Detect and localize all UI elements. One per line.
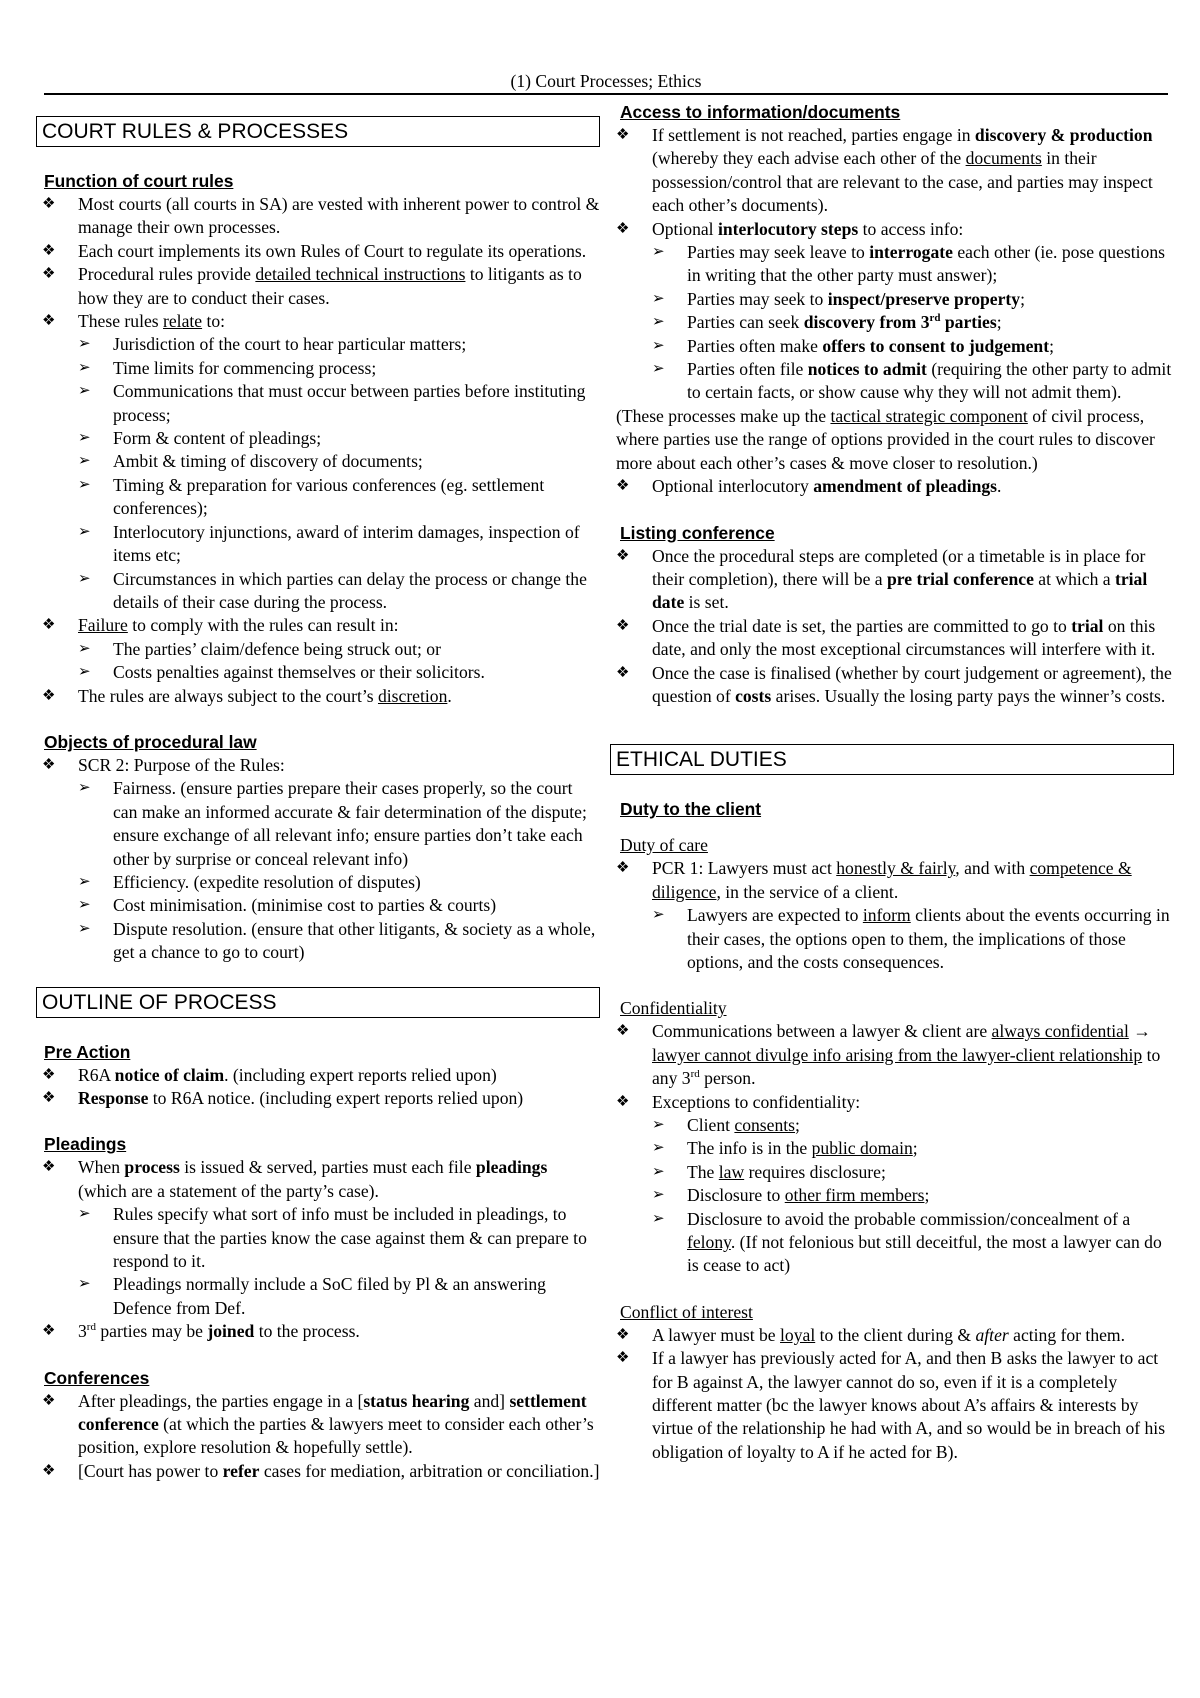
diamond-bullet-icon: ❖	[42, 242, 56, 259]
diamond-bullet-icon: ❖	[42, 756, 56, 773]
pre-action-list	[36, 1064, 600, 1111]
arrow-bullet-icon: ➢	[78, 523, 91, 540]
diamond-bullet-icon: ❖	[616, 1326, 630, 1343]
list-item: ❖ Procedural rules provide detailed technical instructions to litigants as to how they are to conduct their cases.	[42, 264, 582, 308]
confidentiality-list	[610, 1020, 1174, 1277]
list-item: ❖ Once the procedural steps are completed (or a timetable is in place for their completion), there will be a pre trial conference at which a trial date is set.	[616, 545, 1148, 613]
sublist-item: ➢ Parties often make offers to consent to judgement;	[652, 335, 1174, 358]
arrow-bullet-icon: ➢	[78, 897, 91, 914]
arrow-bullet-icon: ➢	[652, 1140, 665, 1157]
list-item: ❖ The rules are always subject to the court’s discretion.	[36, 685, 600, 708]
arrow-bullet-icon: ➢	[78, 873, 91, 890]
subheading-conflict-of-interest: Conflict of interest	[620, 1301, 753, 1322]
sublist-item: ➢ Circumstances in which parties can delay the process or change the details of their case during the process.	[78, 568, 587, 612]
heading-conferences: Conferences	[44, 1367, 150, 1388]
arrow-bullet-icon: ➢	[78, 1276, 91, 1293]
right-column	[610, 100, 1174, 1464]
left-column	[36, 100, 600, 1483]
sublist-item: ➢ Parties may seek leave to interrogate each other (ie. pose questions in writing that the other party must answer);	[652, 242, 1165, 286]
sublist-item: ➢ Parties often file notices to admit (requiring the other party to admit to certain facts, or show cause why they will not admit them).	[652, 359, 1172, 403]
diamond-bullet-icon: ❖	[42, 1159, 56, 1176]
diamond-bullet-icon: ❖	[42, 1392, 56, 1409]
failure-sublist	[78, 638, 600, 685]
sublist-item: ➢ Parties can seek discovery from 3rd parties;	[652, 311, 1174, 334]
arrow-bullet-icon: ➢	[652, 907, 665, 924]
sublist-item: ➢ Communications that must occur between parties before instituting process;	[78, 381, 586, 425]
section-banner-outline-of-process: OUTLINE OF PROCESS	[36, 987, 600, 1018]
diamond-bullet-icon: ❖	[42, 1462, 56, 1479]
arrow-bullet-icon: ➢	[652, 337, 665, 354]
conflict-of-interest-list	[610, 1324, 1174, 1464]
sublist-item: ➢ Timing & preparation for various conferences (eg. settlement conferences);	[78, 474, 545, 519]
arrow-bullet-icon: ➢	[78, 780, 91, 797]
sublist-item: ➢ Efficiency. (expedite resolution of disputes)	[78, 871, 600, 894]
sublist-item: ➢ The parties’ claim/defence being struck out; or	[78, 638, 600, 661]
arrow-bullet-icon: ➢	[652, 1210, 665, 1227]
list-item: ❖ Most courts (all courts in SA) are vested with inherent power to control & manage their own processes.	[42, 194, 600, 238]
sublist-item: ➢ Dispute resolution. (ensure that other litigants, & society as a whole, get a chance to go to court)	[78, 918, 596, 963]
arrow-bullet-icon: ➢	[78, 640, 91, 657]
diamond-bullet-icon: ❖	[42, 687, 56, 704]
duty-of-care-list	[610, 857, 1174, 974]
arrow-bullet-icon: ➢	[652, 361, 665, 378]
duty-of-care-sublist	[652, 904, 1174, 974]
right-arrow-icon: →	[1128, 1021, 1151, 1042]
list-item: ❖ [Court has power to refer cases for mediation, arbitration or conciliation.]	[36, 1460, 600, 1483]
heading-duty-to-the-client: Duty to the client	[620, 799, 762, 820]
diamond-bullet-icon: ❖	[42, 1090, 56, 1106]
diamond-bullet-icon: ❖	[42, 196, 56, 212]
diamond-bullet-icon: ❖	[616, 220, 630, 237]
objects-list	[36, 754, 600, 965]
sublist-item: ➢ The info is in the public domain;	[652, 1137, 1174, 1160]
sublist-item: ➢ Parties may seek to inspect/preserve property;	[652, 288, 1174, 311]
list-item: ❖ If a lawyer has previously acted for A, and then B asks the lawyer to act for B against A, the lawyer cannot do so, even if it is a completely different matter (bc the lawyer knows about A’s affairs & interests by virtue of the relationship he had with A, and so would be in breach of his obligation of loyalty to A if he acted for B).	[616, 1348, 1166, 1462]
sublist-item: ➢ Interlocutory injunctions, award of interim damages, inspection of items etc;	[78, 521, 580, 566]
list-item: ❖ Each court implements its own Rules of Court to regulate its operations.	[36, 240, 600, 263]
diamond-bullet-icon: ❖	[616, 127, 630, 143]
sublist-item: ➢ Time limits for commencing process;	[78, 357, 600, 380]
arrow-bullet-icon: ➢	[78, 1206, 91, 1223]
heading-pleadings: Pleadings	[44, 1134, 127, 1155]
diamond-bullet-icon: ❖	[42, 1323, 56, 1340]
listing-list	[610, 545, 1174, 709]
diamond-bullet-icon: ❖	[616, 478, 630, 495]
diamond-bullet-icon: ❖	[42, 266, 56, 283]
diamond-bullet-icon: ❖	[616, 860, 630, 877]
list-item: ❖ After pleadings, the parties engage in a [status hearing and] settlement conference (at which the parties & lawyers meet to consider each other’s position, explore resolution & hopefully settle).	[42, 1390, 594, 1458]
diamond-bullet-icon: ❖	[42, 313, 56, 330]
heading-function-of-court-rules: Function of court rules	[44, 171, 234, 191]
sublist-item: ➢ Fairness. (ensure parties prepare their cases properly, so the court can make an informed accurate & fair determination of the dispute; ensure exchange of all relevant info; ensure parties don’t take each other by surprise or conceal relevant info)	[78, 778, 587, 869]
sublist-item: ➢ Disclosure to other firm members;	[652, 1184, 1174, 1207]
diamond-bullet-icon: ❖	[42, 617, 56, 634]
subheading-confidentiality: Confidentiality	[620, 998, 727, 1019]
diamond-bullet-icon: ❖	[616, 1350, 630, 1367]
heading-access-to-information: Access to information/documents	[620, 102, 901, 122]
relate-sublist	[78, 333, 600, 614]
access-list	[610, 124, 1174, 405]
list-item: ❖ A lawyer must be loyal to the client during & after acting for them.	[610, 1324, 1174, 1347]
diamond-bullet-icon: ❖	[42, 1066, 56, 1083]
arrow-bullet-icon: ➢	[652, 1163, 665, 1180]
list-item: ❖ Once the trial date is set, the parties are committed to go to trial on this date, and only the most exceptional circumstances will interfere with it.	[616, 615, 1156, 660]
list-item: ❖ Communications between a lawyer & client are always confidential → lawyer cannot divulge info arising from the lawyer-client relationship to any 3rd person.	[616, 1021, 1161, 1089]
interlocutory-sublist	[652, 241, 1174, 405]
pleadings-sublist	[78, 1203, 600, 1320]
arrow-bullet-icon: ➢	[78, 336, 91, 353]
list-item: ❖ PCR 1: Lawyers must act honestly & fairly, and with competence & diligence, in the service of a client. ➢ Lawyers are expected to inform clients about the events occurring in their cases, the options open to them, the implications of those options, and the costs consequences.	[610, 857, 1174, 974]
tactical-note: (These processes make up the tactical strategic component of civil process, where parties use the range of options provided in the court rules to discover more about each other’s cases & move closer to resolution.)	[616, 405, 1155, 473]
subheading-duty-of-care: Duty of care	[620, 835, 708, 856]
sublist-item: ➢ Pleadings normally include a SoC filed by Pl & an answering Defence from Def.	[78, 1274, 546, 1318]
diamond-bullet-icon: ❖	[616, 664, 630, 681]
arrow-bullet-icon: ➢	[652, 244, 665, 261]
list-item: ❖ Optional interlocutory steps to access info: ➢ Parties may seek leave to interrogate each other (ie. pose questions in writing that the other party must answer); ➢ Parties may seek to inspect/preserve property; ➢ Parties can seek discovery from 3rd parties; ➢ Parties often make offers to consent to judgement; ➢ Parties often file notices to admit (requiring the other party to admit to certain facts, or show cause why they will not admit them).	[610, 218, 1174, 405]
list-item: ❖ Failure to comply with the rules can result in: ➢ The parties’ claim/defence being struck out; or ➢ Costs penalties against themselves or their solicitors.	[36, 614, 600, 684]
heading-pre-action: Pre Action	[44, 1041, 131, 1062]
arrow-bullet-icon: ➢	[652, 1187, 665, 1204]
list-item: ❖ Exceptions to confidentiality: ➢ Client consents; ➢ The info is in the public domain; ➢ The law requires disclosure; ➢ Disclosure to other firm members; ➢ Disclosure to avoid the probable commission/concealment of a felony. (If not felonious but still deceitful, the most a lawyer can do is cease to act)	[610, 1091, 1174, 1278]
sublist-item: ➢ Disclosure to avoid the probable commission/concealment of a felony. (If not felonious but still deceitful, the most a lawyer can do is cease to act)	[652, 1208, 1162, 1276]
diamond-bullet-icon: ❖	[616, 1023, 630, 1040]
list-item: ❖ 3rd parties may be joined to the process.	[36, 1320, 600, 1343]
list-item: ❖ When process is issued & served, parties must each file pleadings (which are a statement of the party’s case). ➢ Rules specify what sort of info must be included in pleadings, to ensure that the parties know the case against them & can prepare to respond to it. ➢ Pleadings normally include a SoC filed by Pl & an answering Defence from Def.	[36, 1156, 600, 1320]
sublist-item: ➢ The law requires disclosure;	[652, 1161, 1174, 1184]
list-item: ❖ SCR 2: Purpose of the Rules: ➢ Fairness. (ensure parties prepare their cases properly, so the court can make an informed accurate & fair determination of the dispute; ensure exchange of all relevant info; ensure parties don’t take each other by surprise or conceal relevant info) ➢ Efficiency. (expedite resolution of disputes) ➢ Cost minimisation. (minimise cost to parties & courts) ➢ Dispute resolution. (ensure that other litigants, & society as a whole, get a chance to go to court)	[36, 754, 600, 965]
function-list	[36, 193, 600, 708]
arrow-bullet-icon: ➢	[78, 570, 91, 587]
arrow-bullet-icon: ➢	[78, 920, 91, 937]
objects-sublist	[78, 777, 600, 964]
arrow-bullet-icon: ➢	[78, 476, 91, 493]
pleadings-list	[36, 1156, 600, 1343]
sublist-item: ➢ Jurisdiction of the court to hear particular matters;	[78, 333, 600, 356]
arrow-bullet-icon: ➢	[78, 359, 91, 376]
heading-listing-conference: Listing conference	[620, 522, 775, 543]
list-item: ❖ Response to R6A notice. (including expert reports relied upon)	[36, 1087, 600, 1110]
sublist-item: ➢ Lawyers are expected to inform clients about the events occurring in their cases, the options open to them, the implications of those options, and the costs consequences.	[652, 905, 1170, 972]
sublist-item: ➢ Client consents;	[652, 1114, 1174, 1137]
arrow-bullet-icon: ➢	[652, 1117, 665, 1133]
list-item: ❖ These rules relate to: ➢ Jurisdiction of the court to hear particular matters; ➢ Time limits for commencing process; ➢ Communications that must occur between parties before instituting process; ➢ Form & content of pleadings; ➢ Ambit & timing of discovery of documents; ➢ Timing & preparation for various conferences (eg. settlement conferences); ➢ Interlocutory injunctions, award of interim damages, inspection of items etc; ➢ Circumstances in which parties can delay the process or change the details of their case during the process.	[36, 310, 600, 614]
arrow-bullet-icon: ➢	[78, 383, 91, 400]
heading-objects-of-procedural-law: Objects of procedural law	[44, 731, 257, 752]
diamond-bullet-icon: ❖	[616, 1093, 630, 1110]
diamond-bullet-icon: ❖	[616, 547, 630, 564]
diamond-bullet-icon: ❖	[616, 617, 630, 634]
running-header: (1) Court Processes; Ethics	[44, 70, 1168, 95]
sublist-item: ➢ Rules specify what sort of info must be included in pleadings, to ensure that the parties know the case against them & can prepare to respond to it.	[78, 1204, 587, 1272]
sublist-item: ➢ Costs penalties against themselves or their solicitors.	[78, 661, 600, 684]
list-item: ❖ If settlement is not reached, parties engage in discovery & production (whereby they each advise each other of the documents in their possession/control that are relevant to the case, and parties may inspect each other’s documents).	[616, 125, 1153, 216]
sublist-item: ➢ Form & content of pleadings;	[78, 427, 600, 450]
arrow-bullet-icon: ➢	[78, 664, 91, 681]
amendment-list	[610, 475, 1174, 498]
list-item: ❖ Optional interlocutory amendment of pleadings.	[610, 475, 1174, 498]
sublist-item: ➢ Ambit & timing of discovery of documents;	[78, 450, 600, 473]
section-banner-court-rules: COURT RULES & PROCESSES	[36, 116, 600, 147]
arrow-bullet-icon: ➢	[78, 430, 91, 447]
list-item: ❖ Once the case is finalised (whether by court judgement or agreement), the question of costs arises. Usually the losing party pays the winner’s costs.	[616, 662, 1172, 706]
list-item: ❖ R6A notice of claim. (including expert reports relied upon)	[36, 1064, 600, 1087]
arrow-bullet-icon: ➢	[78, 453, 91, 470]
conferences-list	[36, 1390, 600, 1484]
arrow-bullet-icon: ➢	[652, 314, 665, 331]
sublist-item: ➢ Cost minimisation. (minimise cost to parties & courts)	[78, 894, 600, 917]
section-banner-ethical-duties: ETHICAL DUTIES	[610, 744, 1174, 775]
exceptions-sublist	[652, 1114, 1174, 1278]
arrow-bullet-icon: ➢	[652, 290, 665, 307]
